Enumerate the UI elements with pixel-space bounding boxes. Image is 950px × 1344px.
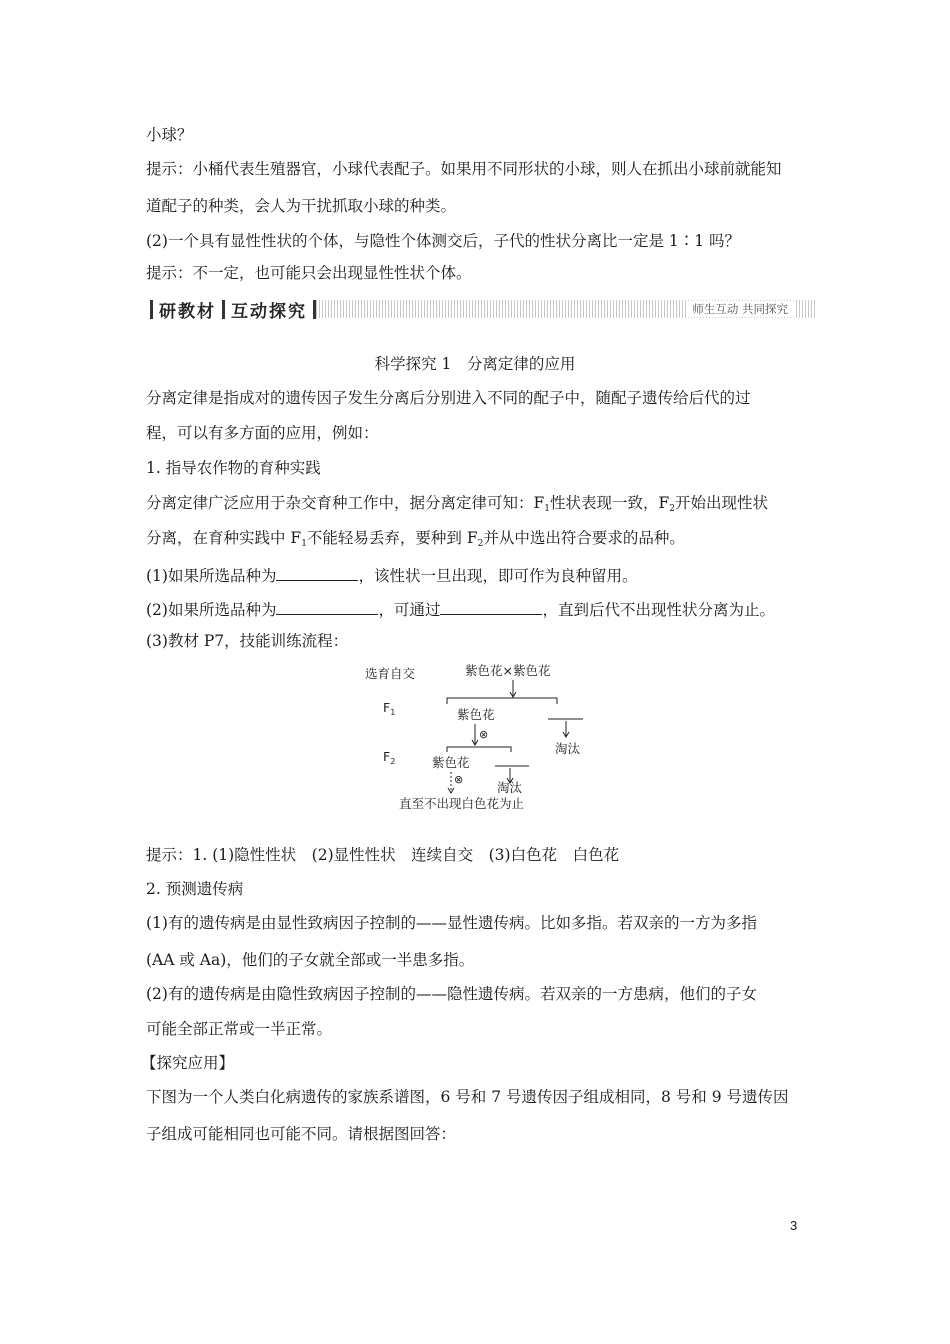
text-line: 子组成可能相同也可能不同。请根据图回答： — [146, 1125, 457, 1143]
text-segment: (1)如果所选品种为 — [146, 567, 277, 585]
answer-blank — [276, 566, 358, 581]
text-segment: 开始出现性状 — [675, 494, 769, 512]
split-bracket — [447, 747, 511, 752]
subheading: 1. 指导农作物的育种实践 — [146, 459, 321, 477]
eliminate-1: 淘汰 — [555, 741, 581, 756]
banner-part1: 研教材 — [159, 301, 216, 322]
self-cross-symbol: ⊗ — [479, 728, 489, 741]
question-line — [146, 600, 775, 619]
text-line: 小球？ — [146, 126, 193, 144]
text-segment: ，该性状一旦出现，即可作为良种留用。 — [358, 567, 638, 585]
banner-title — [144, 298, 322, 320]
f2-label — [383, 749, 395, 766]
f2-sub: 2 — [390, 757, 396, 766]
text-segment: ，可通过 — [378, 601, 441, 619]
text-line — [146, 496, 768, 514]
eliminate-2: 淘汰 — [497, 780, 523, 795]
cross-label: 紫色花×紫色花 — [465, 663, 551, 678]
text-segment: 分离定律广泛应用于杂交育种工作中，据分离定律可知：F — [146, 494, 545, 512]
text-segment: 分离，在育种实践中 F — [146, 529, 302, 547]
subheading: 2. 预测遗传病 — [146, 880, 244, 898]
text-segment: (2)如果所选品种为 — [146, 601, 277, 619]
f1-label — [383, 700, 395, 717]
text-segment: 性状表现一致，F — [550, 494, 670, 512]
text-segment: 不能轻易丢弃，要种到 F — [306, 529, 478, 547]
subscript: 1 — [301, 539, 307, 549]
subscript: 2 — [477, 539, 484, 549]
answer-hint: 提示：1. (1)隐性性状 (2)显性性状 连续自交 (3)白色花 白色花 — [146, 846, 620, 864]
text-line: 提示：不一定，也可能只会出现显性性状个体。 — [146, 264, 472, 282]
text-line: (3)教材 P7，技能训练流程： — [146, 632, 349, 650]
end-label: 直至不出现白色花为止 — [399, 796, 525, 811]
banner-part2: 互动探究 — [231, 301, 307, 322]
answer-blank — [440, 600, 542, 615]
text-line: (2)一个具有显性性状的个体，与隐性个体测交后，子代的性状分离比一定是 1∶1 吗？ — [146, 232, 741, 250]
section-title: 科学探究 1 分离定律的应用 — [374, 355, 576, 373]
text-segment: 并从中选出符合要求的品种。 — [483, 529, 685, 547]
f2-letter: F — [383, 749, 391, 764]
text-line: 程，可以有多方面的应用，例如： — [146, 424, 379, 442]
split-bracket — [447, 698, 557, 704]
section-banner — [144, 297, 816, 321]
text-line: (AA 或 Aa)，他们的子女就全部或一半患多指。 — [146, 951, 475, 969]
label-select: 选育自交 — [365, 666, 416, 681]
text-line: (1)有的遗传病是由显性致病因子控制的——显性遗传病。比如多指。若双亲的一方为多指 — [146, 914, 757, 932]
f1-sub: 1 — [390, 708, 396, 717]
text-line: 分离定律是指成对的遗传因子发生分离后分别进入不同的配子中，随配子遗传给后代的过 — [146, 389, 751, 407]
text-segment: ，直到后代不出现性状分离为止。 — [542, 601, 775, 619]
f1-letter: F — [383, 700, 391, 715]
banner-divider — [313, 300, 316, 319]
self-cross-symbol: ⊗ — [454, 773, 464, 786]
subscript: 1 — [544, 504, 550, 514]
text-line: (2)有的遗传病是由隐性致病因子控制的——隐性遗传病。若双亲的一方患病，他们的子女 — [146, 985, 757, 1003]
banner-divider — [150, 300, 153, 319]
text-line: 可能全部正常或一半正常。 — [146, 1020, 333, 1038]
banner-divider — [222, 300, 225, 319]
banner-tag: 师生互动 共同探究 — [686, 301, 794, 317]
page-number: 3 — [790, 1218, 798, 1233]
subscript: 2 — [669, 504, 675, 514]
subheading: 【探究应用】 — [141, 1054, 235, 1072]
answer-blank — [276, 600, 378, 615]
text-line — [146, 531, 685, 549]
text-line: 下图为一个人类白化病遗传的家族系谱图，6 号和 7 号遗传因子组成相同，8 号和 9 号遗传因 — [146, 1088, 789, 1106]
purple-f1: 紫色花 — [457, 707, 495, 722]
text-line: 道配子的种类，会人为干扰抓取小球的种类。 — [146, 197, 457, 215]
breeding-flowchart — [355, 658, 605, 818]
text-line: 提示：小桶代表生殖器官，小球代表配子。如果用不同形状的小球，则人在抓出小球前就能知 — [146, 160, 782, 178]
purple-f2: 紫色花 — [432, 755, 470, 770]
question-line — [146, 566, 637, 585]
